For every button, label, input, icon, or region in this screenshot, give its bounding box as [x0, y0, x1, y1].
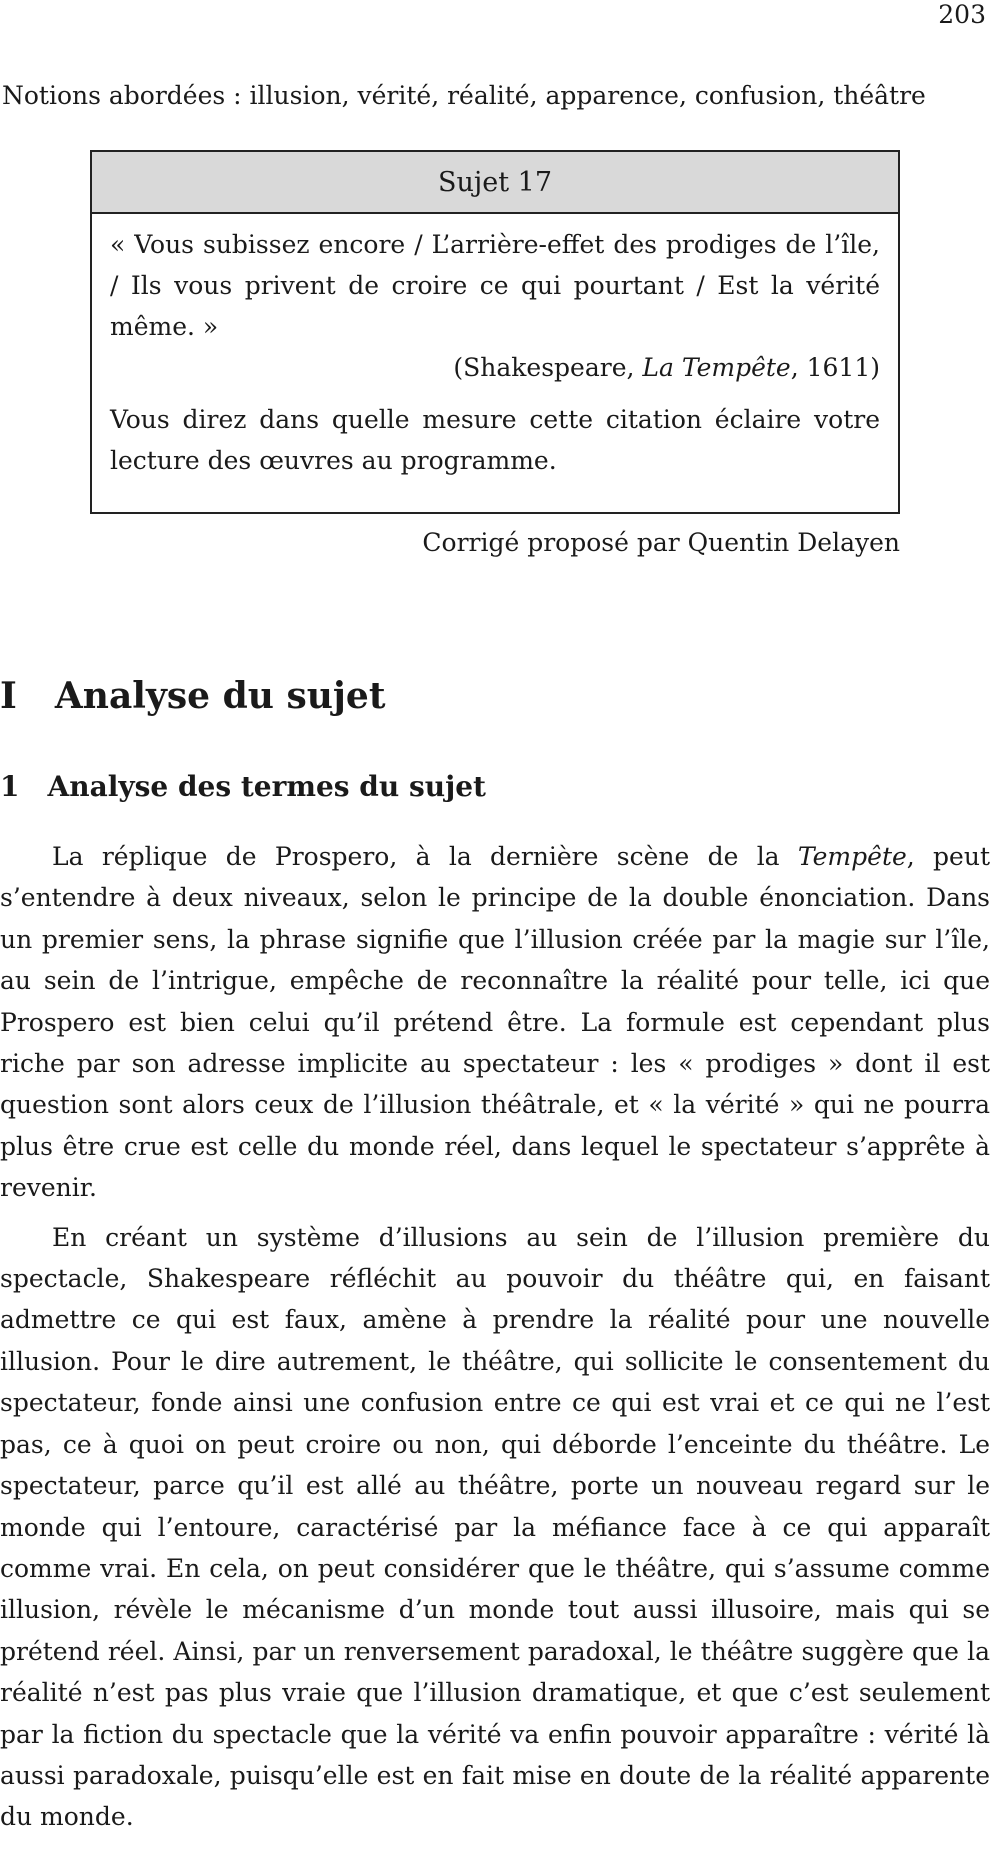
section-heading — [0, 666, 385, 726]
subsection-title: Analyse des termes du sujet — [47, 770, 486, 803]
sujet-title: Sujet 17 — [92, 152, 898, 214]
source-title: La Tempête — [642, 353, 791, 382]
quote-source — [110, 347, 880, 388]
page-number: 203 — [938, 0, 986, 29]
subsection-number: 1 — [0, 770, 20, 803]
paragraph-2: En créant un système d’illusions au sein de l’illusion première du spectacle, Shakespeare réfléchit au pouvoir du théâtre qui, en faisant admettre ce qui est faux, amène à prendre la réalité pour une nouvelle illusion. Pour le dire autrement, le théâtre, qui sollicite le consentement du spectateur, fonde ainsi une confusion entre ce qui est vrai et ce qui ne l’est pas, ce à quoi on peut croire ou non, qui déborde l’enceinte du théâtre. Le spectateur, parce qu’il est allé au théâtre, porte un nouveau regard sur le monde qui l’entoure, caractérisé par la méfiance face à ce qui apparaît comme vrai. En cela, on peut considérer que le théâtre, qui s’assume comme illusion, révèle le mécanisme d’un monde tout aussi illusoire, mais qui se prétend réel. Ainsi, par un renversement paradoxal, le théâtre suggère que la réalité n’est pas plus vraie que l’illusion dramatique, et que c’est seulement par la fiction du spectacle que la vérité va enfin pouvoir apparaître : vérité là aussi paradoxale, puisqu’elle est en fait mise en doute de la réalité apparente du monde. — [0, 1222, 990, 1832]
p1-before: La réplique de Prospero, à la dernière scène de la — [52, 842, 798, 871]
corrige-credit: Corrigé proposé par Quentin Delayen — [422, 528, 900, 557]
source-prefix: (Shakespeare, — [453, 353, 643, 382]
subsection-heading — [0, 762, 486, 812]
notions-line: Notions abordées : illusion, vérité, réalité, apparence, confusion, théâtre — [2, 81, 926, 110]
section-title: Analyse du sujet — [54, 675, 386, 717]
section-number: I — [0, 675, 17, 717]
p1-italic-title: Tempête — [797, 842, 907, 871]
body-text — [0, 836, 990, 1846]
p1-after: , peut s’entendre à deux niveaux, selon le principe de la double énonciation. Dans un premier sens, la phrase signifie que l’illusion créée par la magie sur l’île, au sein de l’intrigue, empêche de reconnaître la réalité pour telle, ici que Prospero est bien celui qu’il prétend être. La formule est cependant plus riche par son adresse implicite au spectateur : les « prodiges » dont il est question sont alors ceux de l’illusion théâtrale, et « la vérité » qui ne pourra plus être crue est celle du monde réel, dans lequel le spectateur s’apprête à revenir. — [0, 842, 990, 1203]
sujet-quote: « Vous subissez encore / L’arrière-effet des prodiges de l’île, / Ils vous privent de croire ce qui pourtant / Est la vérité même. » — [110, 230, 880, 341]
sujet-instruction: Vous direz dans quelle mesure cette citation éclaire votre lecture des œuvres au programme. — [110, 405, 880, 475]
source-suffix: , 1611) — [790, 353, 880, 382]
sujet-body — [92, 214, 898, 481]
paragraph-1 — [0, 836, 990, 1209]
sujet-box — [90, 150, 900, 514]
